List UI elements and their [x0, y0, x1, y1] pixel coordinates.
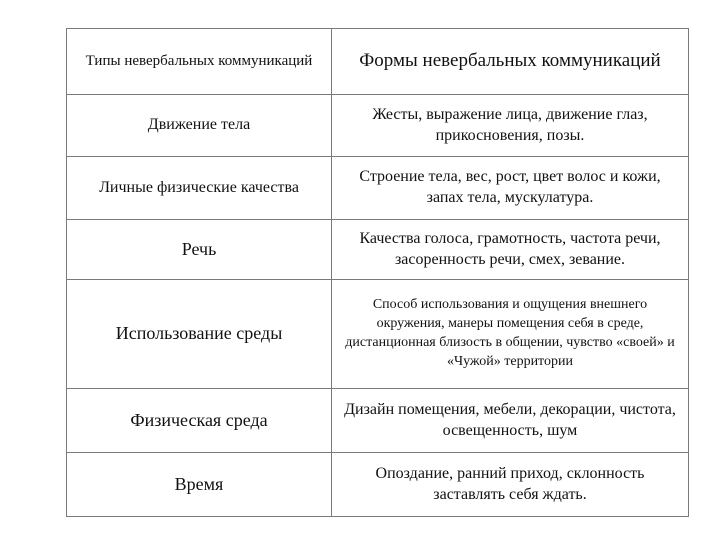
table-row [67, 157, 689, 220]
communication-table [66, 28, 689, 517]
row-type: Движение тела [67, 95, 332, 157]
row-forms: Качества голоса, грамотность, частота речи, засоренность речи, смех, зевание. [332, 220, 689, 280]
row-type: Время [67, 453, 332, 517]
row-type: Речь [67, 220, 332, 280]
row-forms: Способ использования и ощущения внешнего окружения, манеры помещения себя в среде, дистанционная близость в общении, чувство «своей» и «Чужой» территории [332, 280, 689, 389]
row-forms: Дизайн помещения, мебели, декорации, чистота, освещенность, шум [332, 389, 689, 453]
table-header-row [67, 29, 689, 95]
table-row [67, 220, 689, 280]
row-forms: Опоздание, ранний приход, склонность заставлять себя ждать. [332, 453, 689, 517]
row-forms: Жесты, выражение лица, движение глаз, прикосновения, позы. [332, 95, 689, 157]
row-type: Использование среды [67, 280, 332, 389]
table-row [67, 95, 689, 157]
header-forms: Формы невербальных коммуникаций [332, 29, 689, 95]
row-type: Физическая среда [67, 389, 332, 453]
table-row [67, 453, 689, 517]
header-types: Типы невербальных коммуникаций [67, 29, 332, 95]
table-row [67, 389, 689, 453]
row-forms: Строение тела, вес, рост, цвет волос и кожи, запах тела, мускулатура. [332, 157, 689, 220]
row-type: Личные физические качества [67, 157, 332, 220]
table-row [67, 280, 689, 389]
